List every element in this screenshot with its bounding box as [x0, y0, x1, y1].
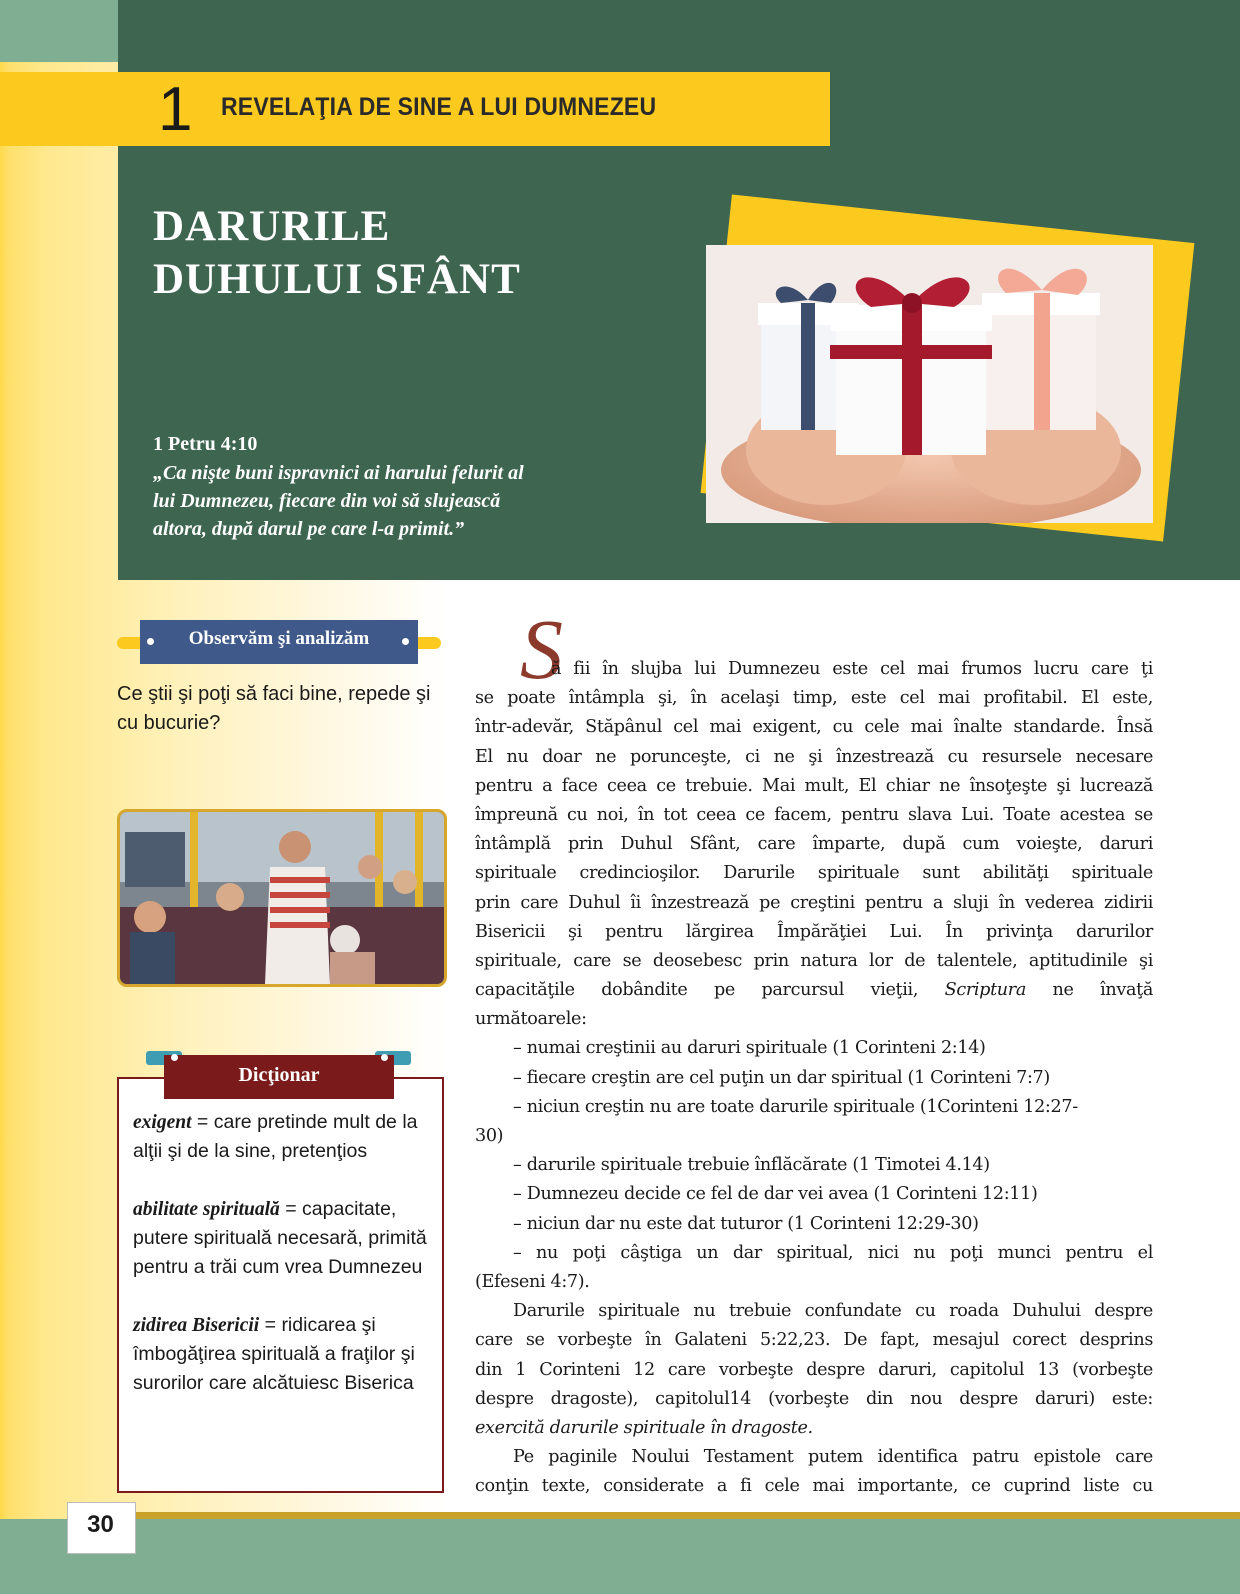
lesson-title-line1: DARURILE [153, 203, 391, 250]
bus-illustration [120, 812, 444, 984]
body-line: împreună cu noi, în tot ceea ce facem, pentru slava Lui. Toate acestea se [475, 804, 1153, 825]
dictionary-entry [133, 1195, 433, 1282]
body-line: prin care Duhul îi înzestrează pe creştini pentru a sluji în vederea zidirii [475, 892, 1153, 913]
chapter-title: REVELAŢIA DE SINE A LUI DUMNEZEU [221, 93, 657, 121]
body-line [475, 976, 1153, 1005]
body-line: Bisericii şi pentru lărgirea Împărăţiei Lui. În privinţa darurilor [475, 921, 1153, 942]
list-item: – fiecare creştin are cel puţin un dar spiritual (1 Corinteni 7:7) [513, 1067, 1050, 1088]
chapter-number: 1 [158, 75, 193, 144]
list-item: – nu poţi câştiga un dar spiritual, nici nu poţi munci pentru el [513, 1242, 1153, 1263]
drop-cap: S [520, 601, 563, 697]
body-line: se poate întâmpla şi, în acelaşi timp, este cel mai profitabil. El este, [475, 688, 1153, 709]
list-item: – darurile spirituale trebuie înflăcărate (1 Timotei 4.14) [513, 1155, 990, 1176]
dictionary-definition: = ridicarea şi îmbogăţirea spirituală a fraţilor şi surorilor care alcătuiesc Biserica [133, 1314, 415, 1394]
gift-illustration [706, 245, 1153, 523]
footer-rule [117, 1512, 1240, 1519]
list-item: 30) [475, 1126, 504, 1146]
dictionary-entry [133, 1311, 433, 1398]
body-line: Darurile spirituale nu trebuie confundate cu roada Duhului despre [513, 1301, 1153, 1322]
body-line: exercită darurile spirituale în dragoste. [475, 1417, 813, 1438]
dictionary-term: abilitate spirituală [133, 1199, 280, 1220]
body-line: din 1 Corinteni 12 care vorbeşte despre daruri, capitolul 13 (vorbeşte [475, 1359, 1153, 1380]
body-line: Pe paginile Noului Testament putem identifica patru epistole care [513, 1447, 1153, 1468]
footer-band [0, 1519, 1240, 1594]
dictionary-term: exigent [133, 1112, 192, 1133]
dictionary-definition: = care pretinde mult de la alţii şi de la sine, pretenţios [133, 1111, 418, 1162]
bullet-dot [171, 1054, 178, 1061]
dictionary-entries [133, 1108, 433, 1427]
body-span: capacităţile dobândite pe parcursul vieţii, [475, 980, 919, 1001]
body-line: El nu doar ne porunceşte, ci ne şi înzestrează cu resursele necesare [475, 746, 1153, 767]
list-item: – Dumnezeu decide ce fel de dar vei avea (1 Corinteni 12:11) [513, 1184, 1038, 1205]
observe-label: Observăm şi analizăm [188, 628, 370, 649]
body-line: despre dragoste), capitolul14 (vorbeşte din nou despre daruri) este: [475, 1388, 1153, 1409]
body-text [475, 655, 1153, 1501]
bullet-dot [381, 1054, 388, 1061]
verse-line: „Ca nişte buni ispravnici ai harului felurit al [153, 462, 524, 484]
dictionary-term: zidirea Bisericii [133, 1315, 260, 1336]
list-item: (Efeseni 4:7). [475, 1271, 590, 1292]
page-number: 30 [87, 1511, 114, 1538]
body-line: spirituale, care se deosebesc prin natura lor de talentele, aptitudinile şi [475, 950, 1153, 971]
lesson-title-line2: DUHULUI SFÂNT [153, 256, 521, 303]
gift-boxes-photo [706, 245, 1153, 523]
body-line: ă fii în slujba lui Dumnezeu este cel mai frumos lucru care ţi [551, 659, 1153, 679]
scripture-italic: Scriptura [944, 980, 1026, 1001]
list-item: – niciun creştin nu are toate darurile spirituale (1Corinteni 12:27- [513, 1096, 1078, 1117]
body-span: ne învaţă [1052, 980, 1153, 1001]
list-item: – numai creştinii au daruri spirituale (1 Corinteni 2:14) [513, 1038, 986, 1059]
verse-quote [153, 459, 623, 543]
list-item: – niciun dar nu este dat tuturor (1 Corinteni 12:29-30) [513, 1213, 979, 1234]
dictionary-definition: = capacitate, putere spirituală necesară, primită pentru a trăi cum vrea Dumnezeu [133, 1198, 427, 1278]
body-line: într-adevăr, Stăpânul cel mai exigent, cu cele mai înalte standarde. Însă [475, 717, 1153, 738]
observe-question: Ce ştii şi poţi să faci bine, repede şi cu bucurie? [117, 683, 431, 734]
body-line: pentru a face ceea ce trebuie. Mai mult, El chiar ne însoţeşte şi lucrează [475, 775, 1153, 796]
body-line: conţin texte, considerate a fi cele mai importante, ce cuprind liste cu [475, 1476, 1153, 1497]
lesson-title [153, 200, 521, 306]
verse-line: lui Dumnezeu, fiecare din voi să slujească [153, 490, 501, 512]
verse-line: altora, după darul pe care l-a primit.” [153, 518, 465, 540]
body-line: care se vorbeşte în Galateni 5:22,23. De fapt, mesajul corect desprins [475, 1330, 1153, 1351]
dictionary-label: Dicţionar [238, 1064, 320, 1086]
body-line: spirituale credincioşilor. Darurile spirituale sunt abilităţi spirituale [475, 863, 1153, 884]
bus-helping-photo [117, 809, 447, 987]
body-line: întâmplă prin Duhul Sfânt, care împarte, după cum voieşte, daruri [475, 834, 1153, 855]
verse-reference: 1 Petru 4:10 [153, 433, 258, 455]
corner-block [0, 0, 118, 62]
dictionary-entry [133, 1108, 433, 1166]
body-line: următoarele: [475, 1009, 587, 1030]
